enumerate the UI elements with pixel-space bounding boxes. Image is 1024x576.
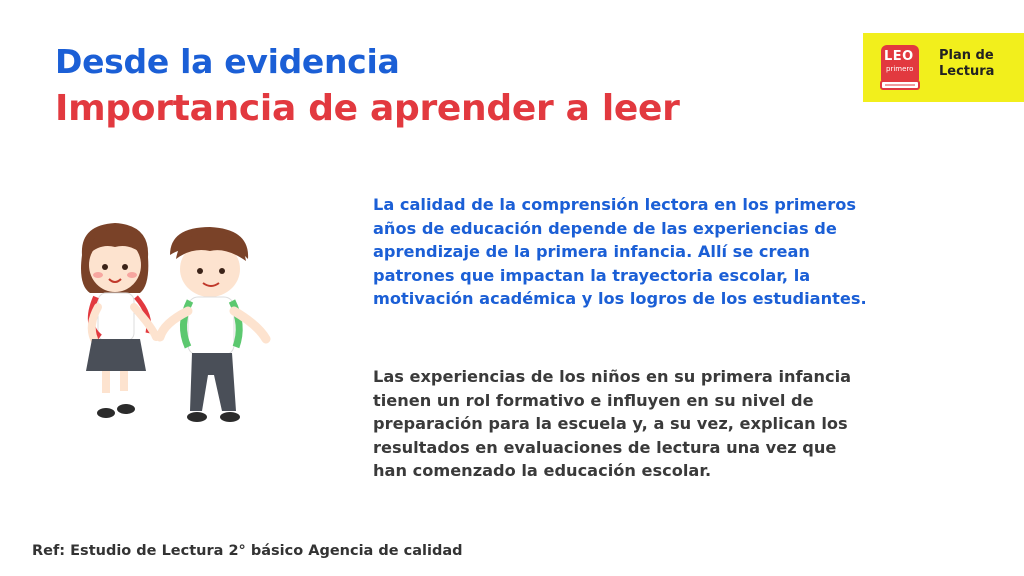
leo-primero-logo [863, 33, 1024, 102]
experience-paragraph: Las experiencias de los niños en su primera infancia tienen un rol formativo e influyen en su nivel de preparación para la escuela y, a su vez, explican los resultados en evaluaciones de lectura una vez que han comenzado la educación escolar. [373, 367, 852, 480]
girl-figure [81, 223, 156, 418]
reference-note: Ref: Estudio de Lectura 2° básico Agencia de calidad [32, 543, 463, 559]
page-subtitle: Importancia de aprender a leer [55, 88, 680, 129]
logo-label [939, 48, 994, 80]
boy-figure [160, 227, 266, 422]
logo-badge-word: LEO [884, 49, 914, 64]
evidence-paragraph: La calidad de la comprensión lectora en los primeros años de educación depende de las experiencias de aprendizaje de la primera infancia. Allí se crean patrones que impactan la trayectoria escolar, la motivación académica y los logros de los estudiantes. [373, 195, 867, 308]
logo-label-line1: Plan de [939, 48, 994, 63]
page-title: Desde la evidencia [55, 42, 400, 81]
logo-label-line2: Lectura [939, 64, 995, 79]
logo-badge-small: primero [886, 65, 914, 73]
children-walking-illustration [60, 215, 290, 440]
